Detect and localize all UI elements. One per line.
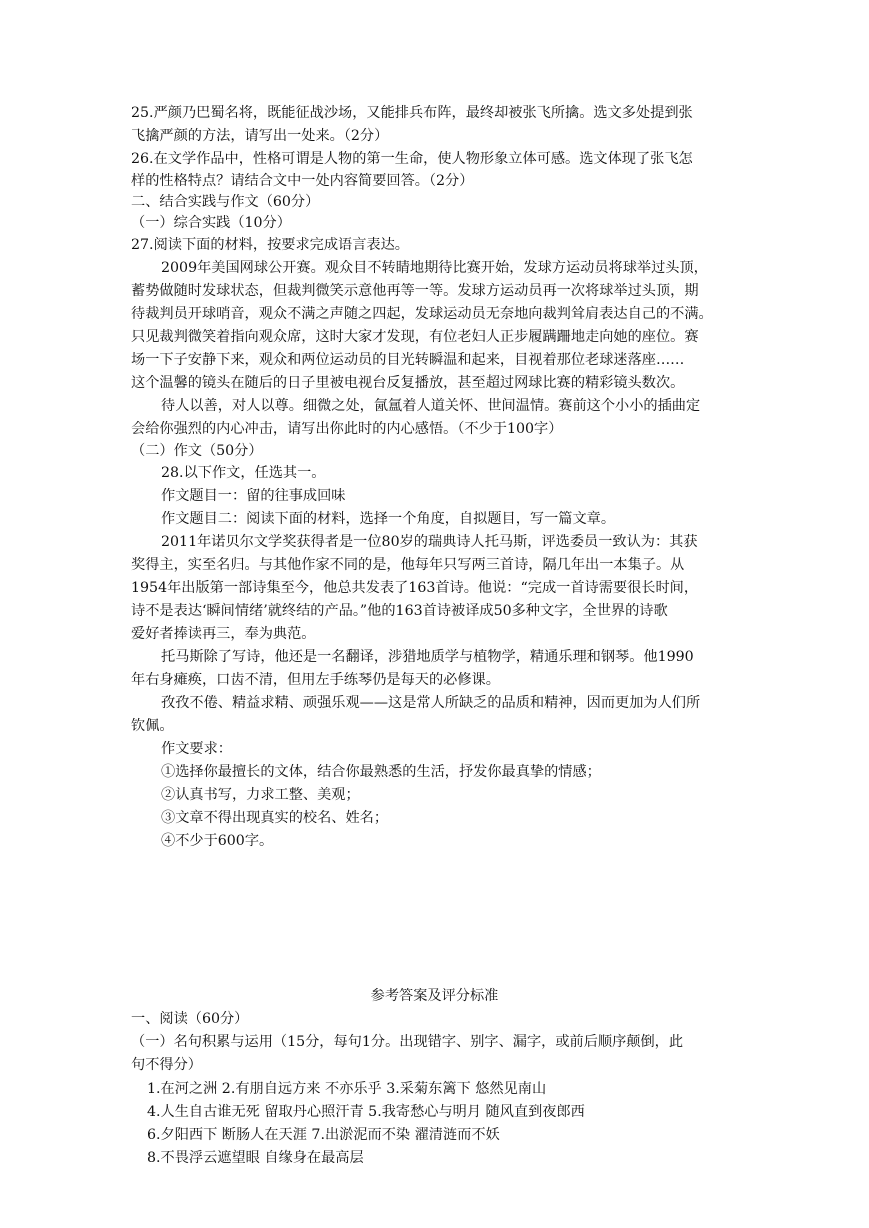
- answer-part-1-line-1: （一）名句积累与运用（15分，每句1分。出现错字、别字、漏字，或前后顺序颠倒，此: [131, 1034, 684, 1050]
- q28-material-line: 诗不是表达‘瞬间情绪’就终结的产品。”他的163首诗被译成50多种文字，全世界的诗歌: [131, 603, 668, 619]
- q28-material-line: 爱好者捧读再三，奉为典范。: [131, 626, 316, 642]
- part-2-heading: （二）作文（50分）: [131, 443, 263, 459]
- q27-paragraph-2-line: 待人以善，对人以尊。细微之处，氤氲着人道关怀、世间温情。赛前这个小小的插曲定: [161, 398, 701, 414]
- q27-paragraph-1-line: 待裁判员开球哨音，观众不满之声随之四起，发球运动员无奈地向裁判耸肩表达自己的不满。: [131, 306, 713, 322]
- answer-item: 8.不畏浮云遮望眼 自缘身在最高层: [147, 1150, 364, 1166]
- q28-material-line: 钦佩。: [131, 718, 174, 734]
- question-26-line-2: 样的性格特点？请结合文中一处内容简要回答。（2分）: [131, 173, 474, 189]
- answer-part-1-line-2: 句不得分）: [131, 1057, 202, 1073]
- question-25-line-2: 飞擒严颜的方法，请写出一处来。（2分）: [131, 128, 389, 144]
- q27-paragraph-2-line: 会给你强烈的内心冲击，请写出你此时的内心感悟。（不少于100字）: [131, 421, 563, 437]
- q28-material-line: 托马斯除了写诗，他还是一名翻译，涉猎地质学与植物学，精通乐理和钢琴。他1990: [161, 649, 694, 665]
- q28-material-line: 1954年出版第一部诗集至今，他总共发表了163首诗。他说：“完成一首诗需要很长时间，: [131, 580, 699, 596]
- q27-paragraph-1-line: 场一下子安静下来，观众和两位运动员的目光转瞬温和起来，目视着那位老球迷落座……: [131, 352, 685, 368]
- question-25-line-1: 25.严颜乃巴蜀名将，既能征战沙场，又能排兵布阵，最终却被张飞所擒。选文多处提到张: [131, 105, 693, 121]
- essay-requirement: ②认真书写，力求工整、美观；: [161, 787, 360, 803]
- q27-paragraph-1-line: 蓄势做随时发球状态，但裁判微笑示意他再等一等。发球方运动员再一次将球举过头顶，期: [131, 283, 699, 299]
- essay-requirement: ③文章不得出现真实的校名、姓名；: [161, 810, 389, 826]
- essay-topic-2: 作文题目二：阅读下面的材料，选择一个角度，自拟题目，写一篇文章。: [161, 511, 616, 527]
- question-26-line-1: 26.在文学作品中，性格可谓是人物的第一生命，使人物形象立体可感。选文体现了张飞怎: [131, 151, 693, 167]
- question-27-intro: 27.阅读下面的材料，按要求完成语言表达。: [131, 237, 409, 253]
- essay-requirements-heading: 作文要求：: [161, 741, 232, 757]
- essay-requirement: ①选择你最擅长的文体，结合你最熟悉的生活，抒发你最真挚的情感；: [161, 764, 601, 780]
- q28-material-line: 年右身瘫痪，口齿不清，但用左手练琴仍是每天的必修课。: [131, 672, 500, 688]
- q27-paragraph-1-line: 2009年美国网球公开赛。观众目不转睛地期待比赛开始，发球方运动员将球举过头顶，: [161, 260, 708, 276]
- essay-requirement: ④不少于600字。: [161, 833, 274, 849]
- q28-material-line: 孜孜不倦、精益求精、顽强乐观——这是常人所缺乏的品质和精神，因而更加为人们所: [161, 695, 701, 711]
- part-1-heading: （一）综合实践（10分）: [131, 215, 291, 231]
- answer-key-title: 参考答案及评分标准: [370, 988, 499, 1004]
- q28-material-line: 2011年诺贝尔文学奖获得者是一位80岁的瑞典诗人托马斯，评选委员一致认为：其获: [161, 534, 698, 550]
- answer-section-1-heading: 一、阅读（60分）: [131, 1011, 249, 1027]
- q28-material-line: 奖得主，实至名归。与其他作家不同的是，他每年只写两三首诗，隔几年出一本集子。从: [131, 557, 685, 573]
- answer-item: 4.人生自古谁无死 留取丹心照汗青 5.我寄愁心与明月 随风直到夜郎西: [147, 1104, 585, 1120]
- section-2-heading: 二、结合实践与作文（60分）: [131, 194, 320, 210]
- answer-item: 1.在河之洲 2.有朋自远方来 不亦乐乎 3.采菊东篱下 悠然见南山: [147, 1081, 547, 1097]
- essay-topic-1: 作文题目一：留的往事成回味: [161, 488, 346, 504]
- question-28-intro: 28.以下作文，任选其一。: [161, 465, 326, 481]
- q27-paragraph-1-line: 只见裁判微笑着指向观众席，这时大家才发现，有位老妇人正步履蹒跚地走向她的座位。赛: [131, 329, 699, 345]
- answer-item: 6.夕阳西下 断肠人在天涯 7.出淤泥而不染 濯清涟而不妖: [147, 1127, 500, 1143]
- q27-paragraph-1-line: 这个温馨的镜头在随后的日子里被电视台反复播放，甚至超过网球比赛的精彩镜头数次。: [131, 375, 685, 391]
